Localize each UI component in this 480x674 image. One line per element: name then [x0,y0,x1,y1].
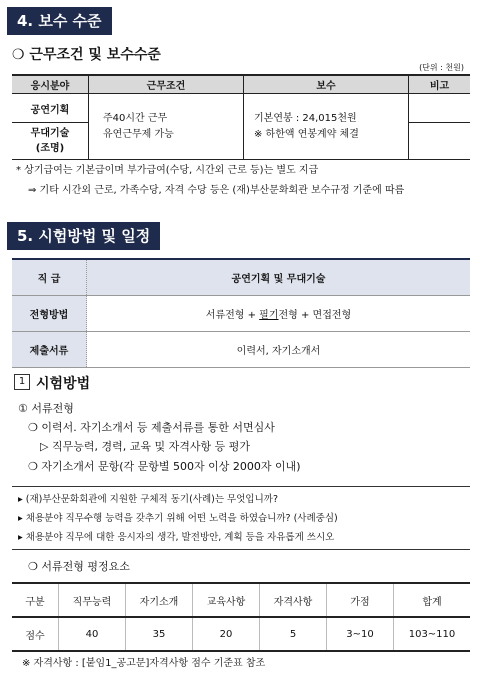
method-doc: 서류전형 + [205,310,260,321]
salary-note-1: * 상기급여는 기본급이며 부가급여(수당, 시간외 근로 등)는 별도 지급 [16,165,319,176]
pay-contract: ※ 하한액 연봉계약 체결 [254,128,359,140]
eval-score-skill: 40 [59,617,126,651]
field-stage-sub: (조명) [35,143,65,154]
eval-score-intro: 35 [126,617,193,651]
eval-score-total: 103~110 [394,617,471,651]
exam-method-table [12,258,470,368]
eval-header-category: 구분 [12,583,59,617]
table-header-positions: 공연기획 및 무대기술 [87,259,471,296]
col-header-condition: 근무조건 [89,75,244,94]
eval-score-qualification: 5 [260,617,327,651]
essay-rule: ❍ 자기소개서 문항(각 문항별 500자 이상 2000자 이내) [28,460,301,473]
doc-screening-eval: ▷ 직무능력, 경력, 교육 및 자격사항 등 평가 [40,440,250,453]
field-planning: 공연기획 [12,94,89,123]
essay-question-3: ▸ 채용분야 직무에 대한 응시자의 생각, 발전방안, 계획 등을 자유롭게 쓰시오 [18,532,335,543]
essay-question-1: ▸ (재)부산문화회관에 지원한 구체적 동기(사례)는 무엇입니까? [18,494,278,505]
condition-flex: 유연근무제 가능 [103,128,174,140]
eval-score-bonus: 3~10 [327,617,394,651]
eval-score-education: 20 [193,617,260,651]
method-number-box: 1 [14,374,30,390]
method-written: 필기 [259,310,279,321]
salary-note-2: ⇒ 기타 시간외 근로, 가족수당, 자격 수당 등은 (재)부산문화회관 보수규정 기준에 따름 [28,185,405,196]
col-header-pay: 보수 [244,75,409,94]
eval-header-total: 합계 [394,583,471,617]
section-4-subtitle: ❍ 근무조건 및 보수수준 [12,47,161,63]
unit-label: (단위 : 천원) [419,63,464,72]
pay-base: 기본연봉 : 24,015천원 [254,112,357,124]
note-cell-2 [409,123,471,160]
eval-row-label: 점수 [12,617,59,651]
salary-table [12,74,470,160]
section-4-title: 4. 보수 수준 [7,7,112,35]
col-header-note: 비고 [409,75,471,94]
qualification-footnote: ※ 자격사항 : [붙임1_공고문]자격사항 점수 기준표 참조 [22,658,266,669]
doc-screening-title: ① 서류전형 [18,402,74,415]
eval-header-skill: 직무능력 [59,583,126,617]
eval-header-intro: 자기소개 [126,583,193,617]
pay-cell [244,94,409,160]
eval-header-qualification: 자격사항 [260,583,327,617]
eval-header-bonus: 가점 [327,583,394,617]
field-stage [12,123,89,160]
row-value-method [87,296,471,332]
condition-hours: 주40시간 근무 [103,112,168,124]
row-label-method: 전형방법 [12,296,87,332]
section-5-title: 5. 시험방법 및 일정 [7,222,160,250]
method-title: 시험방법 [36,376,91,392]
field-stage-label: 무대기술 [30,128,70,139]
row-value-documents: 이력서, 자기소개서 [87,332,471,368]
essay-question-2: ▸ 채용분야 직무수행 능력을 갖추기 위해 어떤 노력을 하였습니까? (사례중심) [18,513,338,524]
work-condition [89,94,244,160]
table-header-grade: 직 급 [12,259,87,296]
eval-score-table [12,582,470,652]
essay-questions-box [12,486,470,550]
row-label-documents: 제출서류 [12,332,87,368]
eval-elements-title: ❍ 서류전형 평정요소 [28,560,130,573]
col-header-field: 응시분야 [12,75,89,94]
doc-screening-desc: ❍ 이력서. 자기소개서 등 제출서류를 통한 서면심사 [28,421,275,434]
eval-header-education: 교육사항 [193,583,260,617]
method-interview: 전형 + 면접전형 [278,310,352,321]
note-cell-1 [409,94,471,123]
